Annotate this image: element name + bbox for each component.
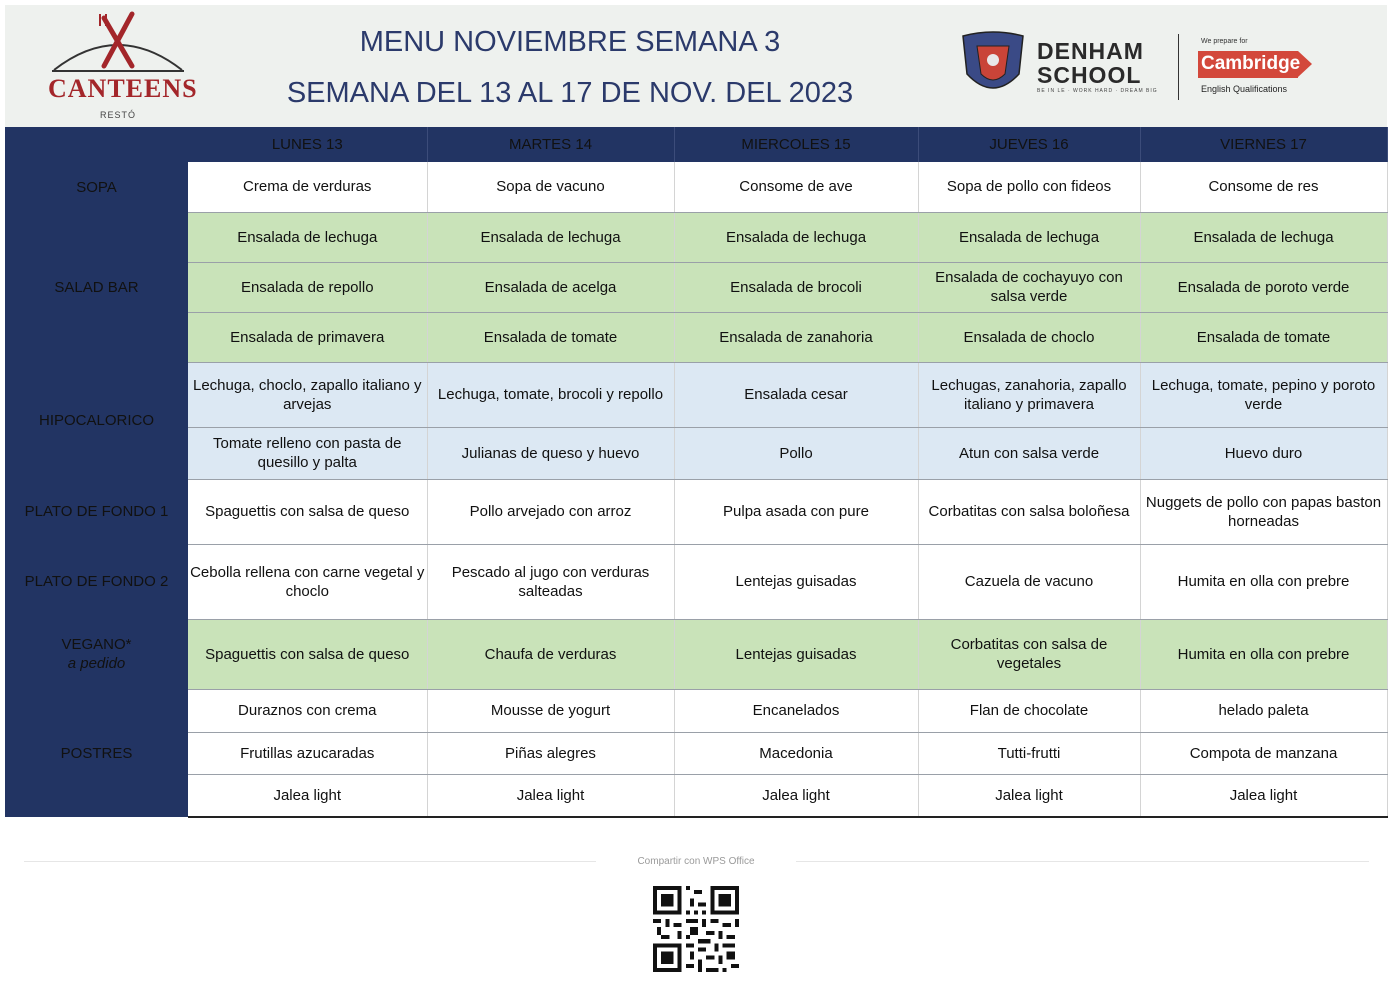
menu-cell: Flan de chocolate: [918, 689, 1140, 732]
menu-cell: Pescado al jugo con verduras salteadas: [427, 544, 674, 619]
menu-cell: Tomate relleno con pasta de quesillo y palta: [188, 427, 427, 479]
share-text: Compartir con WPS Office: [596, 854, 796, 870]
menu-cell: Jalea light: [188, 774, 427, 817]
menu-cell: Jalea light: [427, 774, 674, 817]
menu-cell: Sopa de pollo con fideos: [918, 162, 1140, 212]
menu-cell: Ensalada de cochayuyo con salsa verde: [918, 262, 1140, 312]
menu-cell: Piñas alegres: [427, 732, 674, 774]
category-plato-fondo-2: PLATO DE FONDO 2: [5, 544, 188, 619]
category-salad-bar: SALAD BAR: [5, 212, 188, 362]
menu-cell: Corbatitas con salsa boloñesa: [918, 479, 1140, 544]
menu-cell: Consome de ave: [674, 162, 918, 212]
menu-cell: Frutillas azucaradas: [188, 732, 427, 774]
menu-cell: Atun con salsa verde: [918, 427, 1140, 479]
cambridge-logo: [1198, 38, 1328, 100]
menu-cell: Lechuga, tomate, pepino y poroto verde: [1140, 362, 1387, 427]
fondo1-row: [5, 479, 1387, 544]
day-header: MIERCOLES 15: [674, 127, 918, 162]
menu-cell: Spaguettis con salsa de queso: [188, 479, 427, 544]
menu-cell: Duraznos con crema: [188, 689, 427, 732]
menu-cell: Ensalada de lechuga: [188, 212, 427, 262]
menu-cell: Pollo: [674, 427, 918, 479]
menu-cell: Tutti-frutti: [918, 732, 1140, 774]
vegano-note: a pedido: [67, 655, 126, 672]
menu-cell: Humita en olla con prebre: [1140, 619, 1387, 689]
qr-code-icon[interactable]: [653, 886, 739, 972]
menu-cell: Ensalada de repollo: [188, 262, 427, 312]
postre-row-3: [5, 774, 1387, 817]
page-subtitle: SEMANA DEL 13 AL 17 DE NOV. DEL 2023: [286, 77, 854, 109]
denham-school-logo: [955, 30, 1170, 105]
salad-row-2: [5, 262, 1387, 312]
cambridge-brand: Cambridge: [1201, 53, 1301, 74]
category-hipocalorico: HIPOCALORICO: [5, 362, 188, 479]
menu-cell: Nuggets de pollo con papas baston horneadas: [1140, 479, 1387, 544]
hipo-row-1: [5, 362, 1387, 427]
fork-knife-icon: [48, 10, 188, 80]
day-header: VIERNES 17: [1140, 127, 1387, 162]
menu-cell: Spaguettis con salsa de queso: [188, 619, 427, 689]
menu-cell: Encanelados: [674, 689, 918, 732]
menu-cell: Humita en olla con prebre: [1140, 544, 1387, 619]
menu-cell: Chaufa de verduras: [427, 619, 674, 689]
menu-cell: Macedonia: [674, 732, 918, 774]
canteens-logo: [48, 10, 198, 122]
category-vegano: [5, 619, 188, 689]
cambridge-prepare-text: We prepare for: [1201, 38, 1248, 45]
menu-cell: Sopa de vacuno: [427, 162, 674, 212]
menu-cell: Ensalada cesar: [674, 362, 918, 427]
logo-divider: [1178, 34, 1179, 100]
menu-cell: Huevo duro: [1140, 427, 1387, 479]
day-header-row: [5, 127, 1387, 162]
menu-cell: Ensalada de acelga: [427, 262, 674, 312]
menu-cell: Ensalada de tomate: [427, 312, 674, 362]
menu-cell: Ensalada de primavera: [188, 312, 427, 362]
sopa-row: [5, 162, 1387, 212]
school-motto: BE IN LE · WORK HARD · DREAM BIG: [1037, 88, 1158, 94]
menu-cell: Pulpa asada con pure: [674, 479, 918, 544]
vegano-label: VEGANO*: [61, 636, 132, 653]
menu-cell: Ensalada de tomate: [1140, 312, 1387, 362]
menu-cell: Corbatitas con salsa de vegetales: [918, 619, 1140, 689]
crest-icon: [955, 30, 1031, 102]
menu-cell: Lechuga, tomate, brocoli y repollo: [427, 362, 674, 427]
menu-cell: Ensalada de lechuga: [918, 212, 1140, 262]
menu-cell: Jalea light: [1140, 774, 1387, 817]
menu-cell: Lentejas guisadas: [674, 544, 918, 619]
corner-cell: [5, 127, 188, 162]
school-name-line1: DENHAM: [1037, 38, 1144, 64]
menu-cell: Pollo arvejado con arroz: [427, 479, 674, 544]
menu-cell: Ensalada de zanahoria: [674, 312, 918, 362]
hipo-row-2: [5, 427, 1387, 479]
postre-row-1: [5, 689, 1387, 732]
menu-cell: Ensalada de lechuga: [427, 212, 674, 262]
menu-cell: Lechugas, zanahoria, zapallo italiano y primavera: [918, 362, 1140, 427]
menu-cell: Jalea light: [674, 774, 918, 817]
menu-cell: Cazuela de vacuno: [918, 544, 1140, 619]
menu-cell: Julianas de queso y huevo: [427, 427, 674, 479]
category-postres: POSTRES: [5, 689, 188, 817]
day-header: LUNES 13: [188, 127, 427, 162]
menu-cell: Jalea light: [918, 774, 1140, 817]
category-sopa: SOPA: [5, 162, 188, 212]
salad-row-3: [5, 312, 1387, 362]
day-header: MARTES 14: [427, 127, 674, 162]
menu-cell: Mousse de yogurt: [427, 689, 674, 732]
fondo2-row: [5, 544, 1387, 619]
page-title: MENU NOVIEMBRE SEMANA 3: [359, 26, 781, 58]
day-header: JUEVES 16: [918, 127, 1140, 162]
menu-cell: Ensalada de poroto verde: [1140, 262, 1387, 312]
menu-cell: helado paleta: [1140, 689, 1387, 732]
menu-cell: Ensalada de brocoli: [674, 262, 918, 312]
canteens-sub: RESTÓ: [99, 110, 136, 120]
menu-cell: Cebolla rellena con carne vegetal y choclo: [188, 544, 427, 619]
menu-cell: Crema de verduras: [188, 162, 427, 212]
menu-cell: Lechuga, choclo, zapallo italiano y arvejas: [188, 362, 427, 427]
cambridge-sub: English Qualifications: [1201, 84, 1288, 94]
postre-row-2: [5, 732, 1387, 774]
vegano-row: [5, 619, 1387, 689]
menu-cell: Ensalada de lechuga: [674, 212, 918, 262]
menu-cell: Consome de res: [1140, 162, 1387, 212]
salad-row-1: [5, 212, 1387, 262]
menu-cell: Compota de manzana: [1140, 732, 1387, 774]
school-name-line2: SCHOOL: [1037, 62, 1142, 88]
menu-cell: Ensalada de lechuga: [1140, 212, 1387, 262]
menu-cell: Lentejas guisadas: [674, 619, 918, 689]
category-plato-fondo-1: PLATO DE FONDO 1: [5, 479, 188, 544]
canteens-brand: CANTEENS: [48, 74, 198, 103]
menu-cell: Ensalada de choclo: [918, 312, 1140, 362]
menu-table: [5, 127, 1388, 818]
